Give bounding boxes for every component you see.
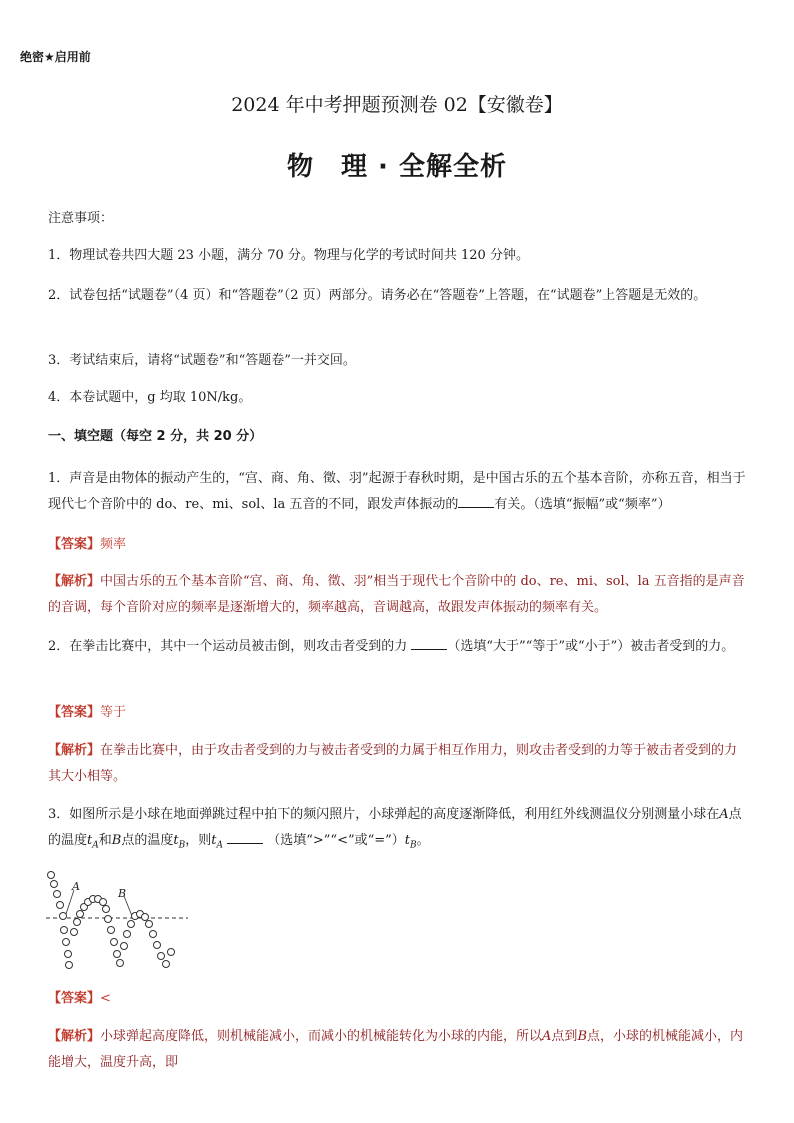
question-3-analysis — [48, 1024, 748, 1076]
question-3-answer — [48, 986, 748, 1012]
notice-item-3: 3．考试结束后，请将“试题卷”和“答题卷”一并交回。 — [48, 353, 356, 368]
analysis-point-a: A — [542, 1029, 552, 1044]
figure-label-b: B — [118, 887, 127, 900]
question-1-text-a: 1．声音是由物体的振动产生的，“宫、商、角、徵、羽”起源于春秋时期，是中国古乐的五个基本音阶，亦称五音，相当于现代七个音阶中的 do、re、mi、sol、la 五音的不同，跟发声体振动的 — [48, 471, 746, 512]
answer-text: 频率 — [100, 537, 127, 552]
question-2-text-a: 2．在拳击比赛中，其中一个运动员被击倒，则攻击者受到的力 — [48, 639, 412, 654]
answer-tag: 【答案】 — [48, 705, 101, 720]
question-3-text-f: （选填“>”“<”或“=”） — [267, 833, 405, 848]
temp-b: $t_B$ — [173, 833, 186, 851]
analysis-text-b: 点到 — [551, 1029, 578, 1044]
point-a: A — [719, 807, 729, 822]
notice-item-4: 4．本卷试题中，g 均取 10N/kg。 — [48, 390, 252, 405]
question-1-analysis — [48, 569, 748, 621]
question-3-text-g: 。 — [416, 833, 430, 848]
question-3-text-c: 和 — [98, 833, 112, 848]
analysis-text-a: 小球弹起高度降低，则机械能减小，而减小的机械能转化为小球的内能，所以 — [100, 1029, 543, 1044]
point-b: B — [111, 833, 122, 848]
question-1-answer — [48, 532, 748, 558]
question-3-text-e: ，则 — [185, 833, 212, 848]
analysis-text: 在拳击比赛中，由于攻击者受到的力与被击者受到的力属于相互作用力，则攻击者受到的力等于被击者受到的力其大小相等。 — [48, 743, 738, 784]
analysis-tag: 【解析】 — [48, 743, 101, 758]
temp-a-2: $t_A$ — [211, 833, 223, 851]
confidential-label: 绝密★启用前 — [20, 50, 91, 64]
notice-item-2: 2．试卷包括“试题卷”（4 页）和“答题卷”（2 页）两部分。请务必在“答题卷”上答题，在“试题卷”上答题是无效的。 — [48, 288, 707, 303]
figure-label-a: A — [72, 880, 80, 893]
analysis-point-b: B — [577, 1029, 587, 1044]
analysis-text-c: 点，小球的机械能减小，内能增大，温度升高，即 — [48, 1029, 744, 1070]
question-3-text-d: 点的温度 — [121, 833, 174, 848]
question-1-text-b: 有关。（选填“振幅”或“频率”） — [494, 497, 671, 512]
question-2-text-b: （选填“大于”“等于”或“小于”）被击者受到的力。 — [447, 639, 735, 654]
question-3 — [48, 802, 748, 859]
analysis-tag: 【解析】 — [48, 1029, 101, 1044]
question-1 — [48, 466, 748, 518]
answer-text: 等于 — [100, 705, 127, 720]
question-3-text-a: 3．如图所示是小球在地面弹跳过程中拍下的频闪照片，小球弹起的高度逐渐降低，利用红外线测温仪分别测量小球在 — [48, 807, 720, 822]
question-2-analysis — [48, 738, 748, 790]
bouncing-ball-figure — [44, 866, 194, 976]
notice-label: 注意事项： — [48, 211, 114, 226]
answer-blank[interactable] — [227, 829, 263, 844]
answer-blank[interactable] — [458, 493, 494, 508]
exam-subtitle: 物 理 · 全解全析 — [287, 152, 507, 182]
question-3-text-b: 点的温度 — [48, 807, 742, 848]
question-2-answer — [48, 700, 748, 726]
analysis-tag: 【解析】 — [48, 574, 101, 589]
question-2 — [48, 634, 748, 660]
answer-text: < — [100, 991, 111, 1006]
temp-a: $t_A$ — [87, 833, 99, 851]
ball-images — [48, 872, 175, 969]
answer-blank[interactable] — [411, 635, 447, 650]
answer-tag: 【答案】 — [48, 537, 101, 552]
exam-title: 2024 年中考押题预测卷 02【安徽卷】 — [231, 94, 563, 116]
analysis-text: 中国古乐的五个基本音阶“宫、商、角、徵、羽”相当于现代七个音阶中的 do、re、mi、sol、la 五音指的是声音的音调，每个音阶对应的频率是逐渐增大的，频率越高，音调越高，故跟发声体振动的频率有关。 — [48, 574, 745, 615]
temp-b-2: $t_B$ — [404, 833, 417, 851]
notice-item-1: 1．物理试卷共四大题 23 小题，满分 70 分。物理与化学的考试时间共 120 分钟。 — [48, 248, 529, 263]
section-heading: 一、填空题（每空 2 分，共 20 分） — [48, 429, 263, 444]
answer-tag: 【答案】 — [48, 991, 101, 1006]
